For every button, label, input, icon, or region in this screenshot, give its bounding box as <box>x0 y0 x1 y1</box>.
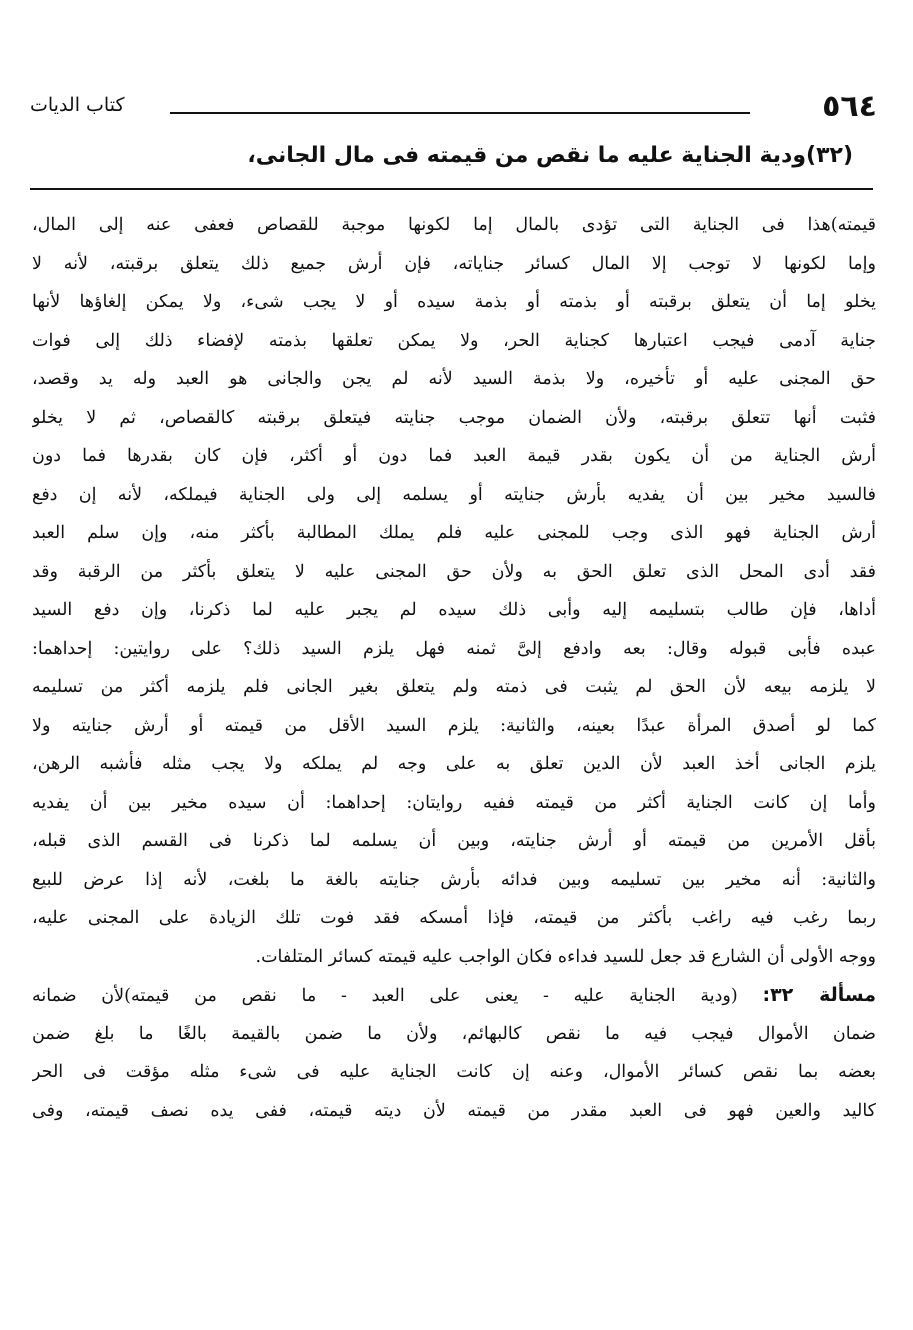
text-line: يخلو إما أن يتعلق برقبته أو بذمته أو بذمة سيده أو لا يجب شىء، ولا يمكن إلغاؤها لأنها <box>32 292 876 312</box>
text-line: كاليد والعين فهو فى العبد مقدر من قيمته لأن ديته قيمته، ففى يده نصف قيمته، وفى <box>32 1100 876 1121</box>
header-rule <box>170 112 750 114</box>
text-line: أرش الجناية فهو الذى وجب للمجنى عليه فلم يملك المطالبة بأكثر منه، وإن سلم العبد <box>32 523 876 543</box>
text-line: يلزم الجانى أخذ العبد لأن الدين تعلق به على وجه لم يملكه ولا يجب مثله فأشبه الرهن، <box>32 754 876 774</box>
text-line: ووجه الأولى أن الشارع قد جعل للسيد فداءه فكان الواجب عليه قيمته كسائر المتلفات. <box>255 946 876 967</box>
text-line: جناية آدمى فيجب اعتبارها كجناية الحر، ولا يمكن تعلقها بذمته لإفضاء ذلك إلى فوات <box>32 330 876 351</box>
text-line: فقد أدى المحل الذى تعلق الحق به ولأن حق المجنى عليه لا يتعلق بأكثر من الرقبة وقد <box>32 561 876 582</box>
heading-rule <box>30 188 873 190</box>
masala-text: (ودية الجناية عليه - يعنى على العبد - ما نقص من قيمته)لأن ضمانه <box>32 986 738 1006</box>
text-line: بعضه بما نقص كسائر الأموال، وعنه إن كانت الجناية عليه فى شىء مثله مؤقت فى الحر <box>32 1062 876 1082</box>
text-line: ربما رغب فيه راغب بأكثر من قيمته، فإذا أمسكه فقد فوت تلك الزيادة على المجنى عليه، <box>32 908 876 928</box>
text-line: قيمته)هذا فى الجناية التى تؤدى بالمال إما لكونها موجبة للقصاص فعفى عنه إلى المال، <box>32 215 876 235</box>
running-head <box>30 88 885 128</box>
text-line: والثانية: أنه مخير بين تسليمه وبين فدائه بأرش جنايته بالغة ما بلغت، لأنه إذا عرض للبيع <box>32 869 876 890</box>
text-line: كما لو أصدق المرأة عبدًا بعينه، والثانية: يلزم السيد الأقل من قيمته أو أرش جنايته ولا <box>32 715 876 736</box>
text-line: أرش الجناية من أن يكون بقدر قيمة العبد فما دون أو أكثر، فإن كان بقدرها فما دون <box>32 446 876 466</box>
text-line: حق المجنى عليه أو تأخيره، ولا بذمة السيد لأنه لم يجن والجانى هو العبد وله يد وقصد، <box>32 369 876 389</box>
page-number: ٥٦٤ <box>822 89 877 124</box>
text-line: وإما لكونها لا توجب إلا المال كسائر جناياته، فإن أرش جميع ذلك يتعلق برقبته، لأنه لا <box>32 253 876 274</box>
masala-label: مسألة ٣٢: <box>762 984 876 1006</box>
text-line: فثبت أنها تتعلق برقبته، ولأن الضمان موجب جنايته فيتعلق برقبته كالقصاص، ثم لا يخلو <box>32 407 876 428</box>
text-line: وأما إن كانت الجناية أكثر من قيمته ففيه روايتان: إحداهما: أن سيده مخير بين أن يفديه <box>32 792 876 813</box>
text-line: أداها، فإن طالب بتسليمه إليه وأبى ذلك سيده لم يجبر عليه لما ذكرنا، وإن دفع السيد <box>32 600 876 620</box>
chapter-heading: (٣٢)ودية الجناية عليه ما نقص من قيمته فى مال الجانى، <box>247 143 853 168</box>
text-line: عبده فأبى قبوله وقال: بعه وادفع إلىَّ ثمنه فهل يلزم السيد ذلك؟ على روايتين: إحداهما: <box>32 638 876 659</box>
masala-first-line <box>32 976 876 1015</box>
book-title: كتاب الديات <box>30 94 125 116</box>
text-line: بأقل الأمرين من قيمته أو أرش جنايته، وبين أن يسلمه لما ذكرنا فى القسم الذى قبله، <box>32 831 876 851</box>
body-text <box>32 206 876 1130</box>
text-line: ضمان الأموال فيجب فيه ما نقص كالبهائم، ولأن ما ضمن بالقيمة بالغًا ما بلغ ضمن <box>32 1023 876 1044</box>
text-line: لا يلزمه بيعه لأن الحق لم يثبت فى ذمته ولم يتعلق بغير الجانى فلم يلزمه أكثر من تسليمه <box>32 677 876 697</box>
text-line: فالسيد مخير بين أن يفديه بأرش جنايته أو يسلمه إلى ولى الجناية فيملكه، لأنه إن دفع <box>32 484 876 505</box>
